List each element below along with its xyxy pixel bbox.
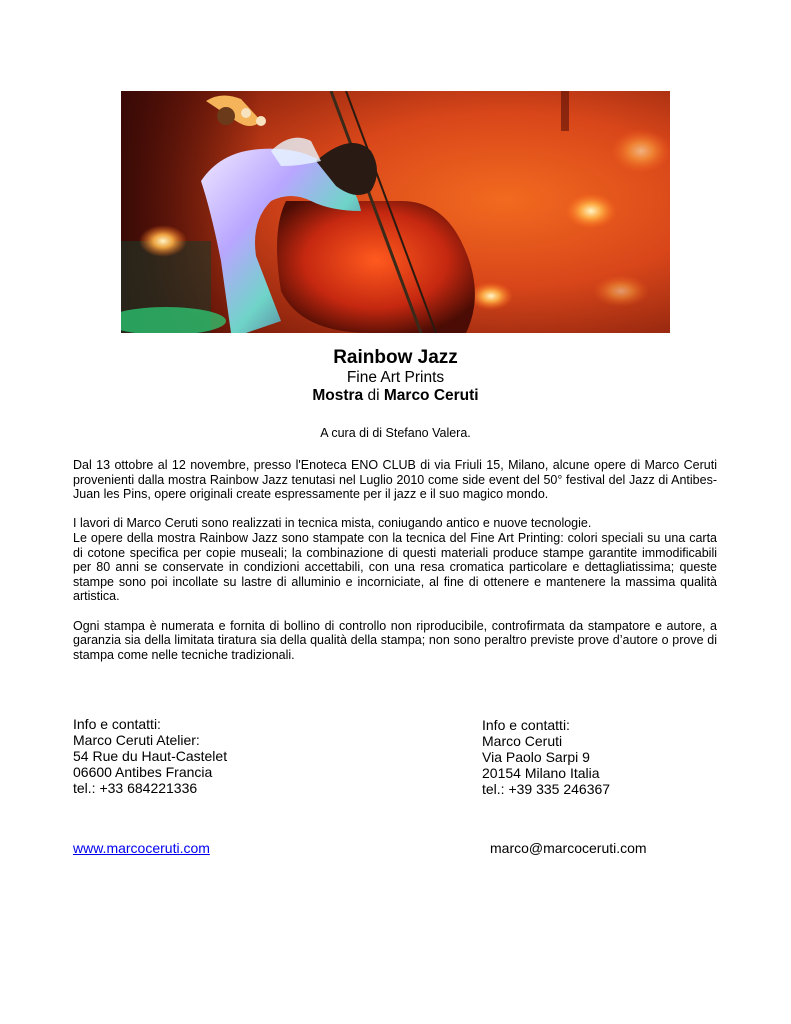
contact-name: Marco Ceruti bbox=[482, 733, 563, 749]
title-block bbox=[0, 347, 791, 405]
contact-street: Via Paolo Sarpi 9 bbox=[482, 749, 590, 765]
contact-phone: tel.: +33 684221336 bbox=[73, 780, 198, 796]
contact-city: 20154 Milano Italia bbox=[482, 765, 600, 781]
paragraph-printing: Le opere della mostra Rainbow Jazz sono stampate con la tecnica del Fine Art Printing: colori speciali su una carta di cotone specifica per copie museali; la combinazione di questi materiali produce stampe garantite immodificabili per 80 anni se conservate in condizioni accettabili, con una resa cromatica particolare e dettagliatissima; queste stampe sono poi incollate su lastre di alluminio e incorniciate, al fine di ottenere e mantenere la massima qualità artistica. bbox=[73, 530, 717, 604]
contact-milano bbox=[482, 717, 610, 797]
contact-name: Marco Ceruti Atelier: bbox=[73, 732, 200, 748]
contact-phone: tel.: +39 335 246367 bbox=[482, 781, 611, 797]
byline-di: di bbox=[363, 387, 384, 404]
contact-street: 54 Rue du Haut-Castelet bbox=[73, 748, 228, 764]
paragraph-numbering: Ogni stampa è numerata e fornita di bollino di controllo non riproducibile, controfirmata da stampatore e autore, a garanzia sia della limitata tiratura sia della qualità della stampa; non sono peraltro previste prove d’autore o prove di stampa come nelle tecniche tradizionali. bbox=[73, 618, 717, 662]
paragraph-technique: I lavori di Marco Ceruti sono realizzati in tecnica mista, coniugando antico e nuove tecnologie. bbox=[73, 516, 592, 531]
hero-image bbox=[121, 91, 670, 333]
email-address: marco@marcoceruti.com bbox=[490, 840, 647, 856]
byline-mostra: Mostra bbox=[312, 387, 364, 404]
body-text bbox=[73, 458, 717, 677]
contact-city: 06600 Antibes Francia bbox=[73, 764, 213, 780]
exhibition-subtitle: Fine Art Prints bbox=[346, 369, 445, 386]
byline-artist: Marco Ceruti bbox=[383, 387, 479, 404]
exhibition-title: Rainbow Jazz bbox=[333, 347, 458, 368]
curator-line: A cura di di Stefano Valera. bbox=[320, 426, 471, 440]
paragraph-intro: Dal 13 ottobre al 12 novembre, presso l'Enoteca ENO CLUB di via Friuli 15, Milano, alcune opere di Marco Ceruti provenienti dalla mostra Rainbow Jazz tenutasi nel Luglio 2010 come side event del 50° festival del Jazz di Antibes-Juan les Pins, opere originali create espressamente per il jazz e il suo magico mondo. bbox=[73, 458, 717, 502]
website-link[interactable]: www.marcoceruti.com bbox=[73, 840, 210, 856]
contact-antibes bbox=[73, 716, 227, 796]
contact-heading: Info e contatti: bbox=[73, 716, 161, 732]
jazz-bassist-painting-icon bbox=[121, 91, 670, 333]
contact-heading: Info e contatti: bbox=[482, 717, 570, 733]
byline bbox=[0, 387, 791, 405]
